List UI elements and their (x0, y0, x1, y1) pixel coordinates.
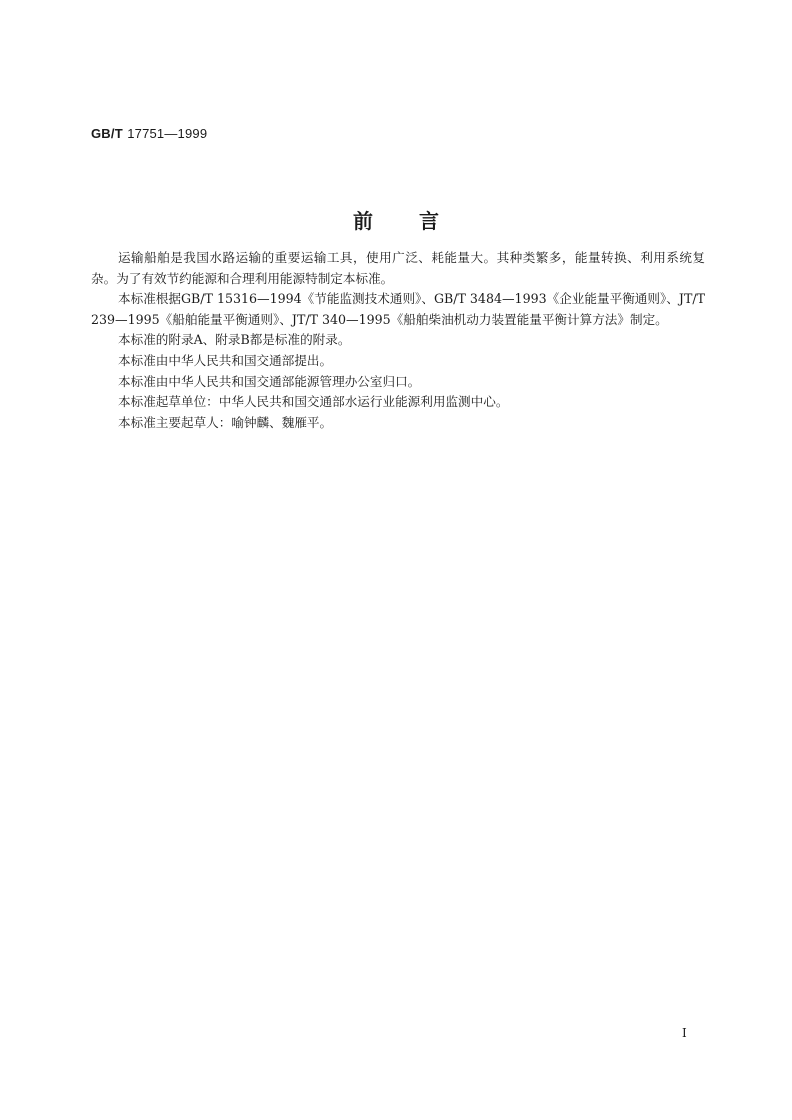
page-title: 前言 (353, 209, 485, 233)
paragraph-basis: 本标准根据GB/T 15316—1994《节能监测技术通则》、GB/T 3484—1993《企业能量平衡通则》、JT/T 239—1995《船舶能量平衡通则》、JT/T 340—1995《船舶柴油机动力装置能量平衡计算方法》制定。 (91, 291, 705, 327)
page-number: I (682, 1026, 687, 1040)
standard-number: 17751—1999 (127, 126, 208, 141)
paragraph-proposer: 本标准由中华人民共和国交通部提出。 (118, 352, 333, 368)
paragraph-drafters: 本标准主要起草人：喻钟麟、魏雁平。 (118, 414, 333, 430)
standard-prefix: GB/T (91, 126, 123, 141)
paragraph-appendix: 本标准的附录A、附录B都是标准的附录。 (118, 332, 351, 348)
paragraph-drafting-unit: 本标准起草单位：中华人民共和国交通部水运行业能源利用监测中心。 (118, 394, 509, 410)
foreword-body (91, 248, 705, 433)
paragraph-administrator: 本标准由中华人民共和国交通部能源管理办公室归口。 (118, 373, 421, 389)
standard-code (91, 126, 207, 142)
paragraph-intro: 运输船舶是我国水路运输的重要运输工具，使用广泛、耗能量大。其种类繁多，能量转换、利用系统复杂。为了有效节约能源和合理利用能源特制定本标准。 (91, 250, 705, 286)
